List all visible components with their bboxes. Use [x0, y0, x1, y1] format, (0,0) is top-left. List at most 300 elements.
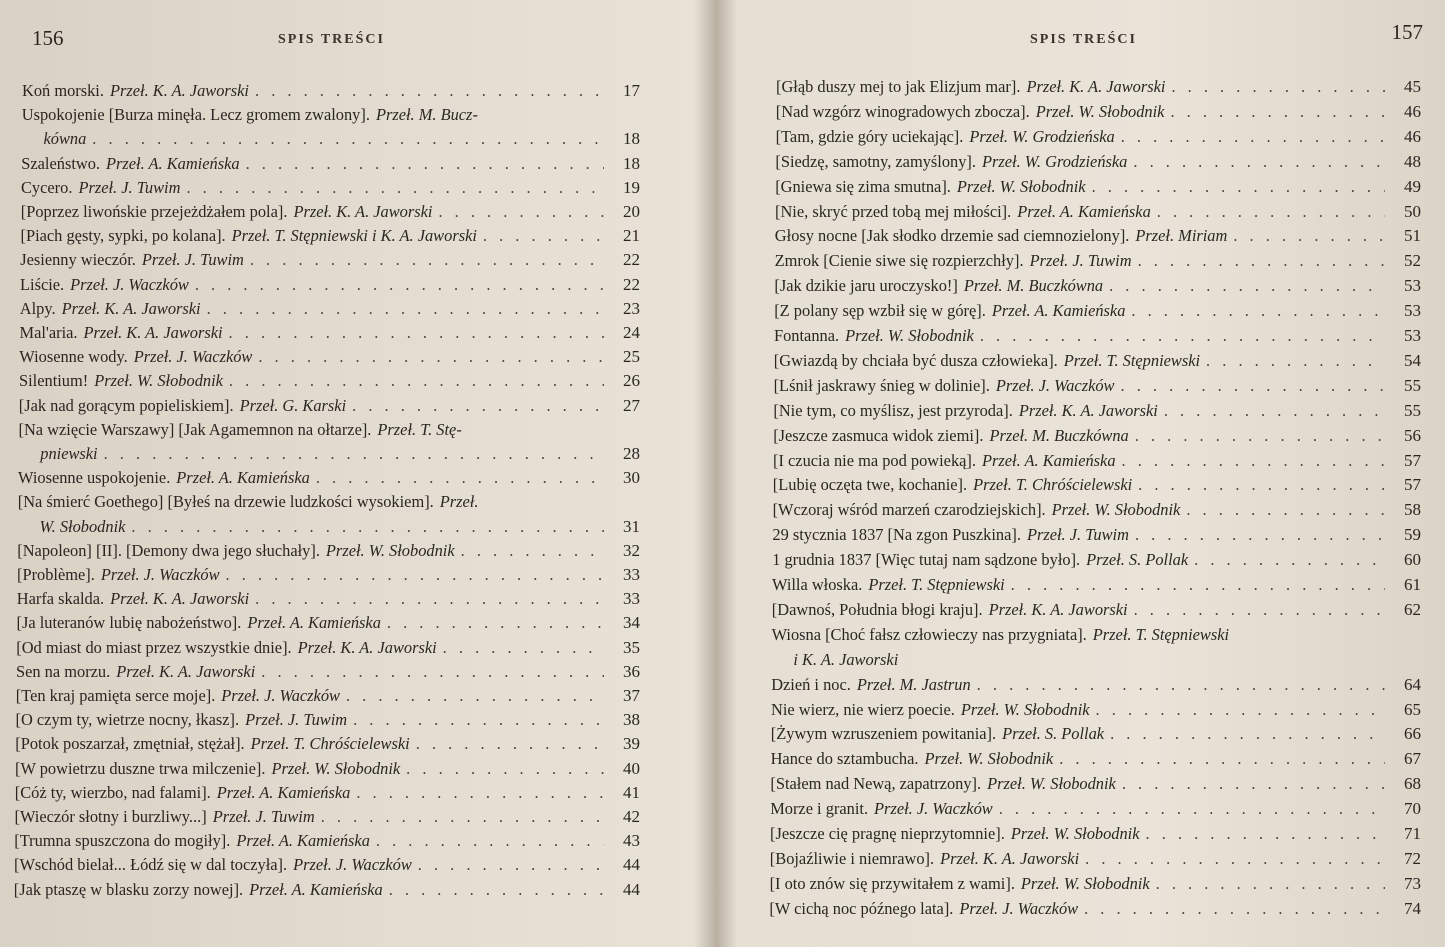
- entry-translator: Przeł. W. Grodzieńska: [969, 126, 1115, 146]
- toc-entry: [18, 491, 640, 513]
- entry-translator: Przeł. T. Stę-: [377, 419, 462, 439]
- entry-translator: Przeł. W. Słobodnik: [1051, 500, 1181, 520]
- entry-translator: Przeł. A. Kamieńska: [176, 468, 310, 488]
- entry-title: [Lśnił jaskrawy śnieg w dolinie].: [773, 375, 990, 395]
- entry-translator: Przeł. J. Waczków: [133, 347, 253, 367]
- dot-leader: [352, 395, 604, 417]
- entry-title: [Napoleon] [II]. [Demony dwa jego słuchały].: [17, 540, 320, 560]
- entry-page-number: 73: [1403, 873, 1421, 893]
- entry-page-number: 24: [623, 323, 640, 342]
- entry-translator: Przeł. M. Buczkówna: [963, 276, 1104, 296]
- toc-entry: [16, 685, 640, 707]
- entry-page-number: 59: [1403, 525, 1421, 545]
- entry-translator: Przeł. A. Kamieńska: [106, 153, 240, 173]
- toc-entry: [772, 574, 1421, 596]
- entry-page-number: 60: [1403, 550, 1421, 570]
- entry-translator: Przeł. W. Słobodnik: [845, 326, 974, 345]
- entry-page-number: 57: [1404, 450, 1421, 470]
- entry-translator: Przeł. J. Waczków: [959, 898, 1079, 918]
- entry-translator: Przeł. J. Tuwim: [1029, 251, 1132, 271]
- entry-translator: Przeł. W. Słobodnik: [1020, 873, 1150, 893]
- entry-translator: Przeł. J. Tuwim: [212, 807, 315, 826]
- dot-leader: [1146, 823, 1385, 845]
- entry-translator: Przeł. T. Stępniewski i K. A. Jaworski: [231, 226, 477, 246]
- entry-translator: Przeł. G. Karski: [239, 395, 347, 415]
- dot-leader: [1134, 599, 1385, 621]
- toc-entry: [773, 450, 1421, 472]
- entry-page-number: 48: [1403, 151, 1421, 171]
- dot-leader: [1171, 76, 1385, 98]
- toc-entry: [774, 300, 1421, 322]
- toc-entry: [773, 474, 1421, 496]
- entry-page-number: 67: [1403, 749, 1421, 769]
- entry-page-number: 51: [1403, 226, 1421, 246]
- dot-leader: [250, 249, 604, 271]
- toc-entry: [22, 104, 640, 126]
- entry-title: [Głąb duszy mej to jak Elizjum mar].: [776, 77, 1021, 96]
- entry-translator: pniewski: [40, 444, 98, 463]
- entry-page-number: 27: [623, 395, 640, 415]
- entry-page-number: 57: [1403, 475, 1421, 495]
- entry-title: Cycero.: [21, 177, 73, 197]
- page-number-right: 157: [1391, 20, 1423, 44]
- entry-translator: Przeł. Miriam: [1135, 226, 1228, 246]
- dot-leader: [1109, 275, 1385, 297]
- entry-title: [I czucia nie ma pod powieką].: [773, 450, 976, 470]
- entry-title: Alpy.: [19, 298, 56, 318]
- entry-title: Zmrok [Cienie siwe się rozpierzchły].: [774, 251, 1024, 271]
- toc-entry: [14, 879, 640, 901]
- toc-entry: [15, 758, 640, 780]
- entry-title: [Z polany sęp wzbił się w górę].: [774, 301, 986, 321]
- entry-title: [Nad wzgórz winogradowych zbocza].: [775, 101, 1030, 121]
- entry-title: [Dawnoś, Południa błogi kraju].: [771, 599, 983, 619]
- entry-translator: Przeł. M. Bucz-: [375, 105, 478, 125]
- dot-leader: [321, 806, 604, 828]
- entry-page-number: 38: [623, 710, 640, 730]
- entry-translator: Przeł. J. Tuwim: [78, 177, 181, 197]
- entry-title: Wiosna [Choć fałsz człowieczy nas przygniata].: [771, 624, 1087, 644]
- entry-page-number: 33: [623, 565, 640, 584]
- entry-title: [Siedzę, samotny, zamyślony].: [775, 151, 976, 171]
- entry-page-number: 55: [1403, 375, 1421, 395]
- entry-page-number: 44: [623, 855, 640, 875]
- entry-title: [Wschód bielał... Łódź się w dal toczyła].: [14, 855, 288, 875]
- toc-entry: [19, 346, 640, 368]
- entry-page-number: 41: [623, 782, 640, 802]
- dot-leader: [483, 225, 604, 247]
- entry-translator: Przeł. W. Słobodnik: [1035, 101, 1165, 121]
- dot-leader: [438, 201, 604, 223]
- entry-translator: kówna: [43, 129, 87, 149]
- entry-title: Hance do sztambucha.: [770, 749, 919, 769]
- dot-leader: [316, 467, 604, 489]
- dot-leader: [406, 758, 604, 780]
- toc-entry: [21, 225, 641, 247]
- entry-page-number: 31: [623, 516, 640, 536]
- toc-entry: [770, 848, 1421, 870]
- entry-title: [Lubię oczęta twe, kochanie].: [772, 475, 968, 495]
- entry-title: [Ja luteranów lubię nabożeństwo].: [16, 613, 242, 633]
- entry-page-number: 33: [623, 589, 640, 609]
- entry-translator: Przeł. A. Kamieńska: [249, 879, 383, 899]
- entry-translator: Przeł. T. Stępniewski: [1063, 350, 1201, 370]
- entry-title: [Cóż ty, wierzbo, nad falami].: [14, 782, 211, 802]
- toc-entry: [40, 443, 640, 465]
- entry-page-number: 53: [1403, 301, 1421, 321]
- dot-leader: [255, 588, 604, 610]
- dot-leader: [1131, 300, 1385, 322]
- entry-translator: Przeł. W. Słobodnik: [987, 774, 1116, 794]
- entry-title: [Ten kraj pamięta serce moje].: [15, 686, 216, 705]
- dot-leader: [418, 854, 604, 876]
- entry-page-number: 22: [623, 250, 640, 270]
- toc-entry: [20, 298, 640, 320]
- entry-page-number: 72: [1403, 848, 1421, 868]
- toc-entry: [776, 101, 1421, 123]
- dot-leader: [1135, 425, 1385, 447]
- entry-title: Dzień i noc.: [771, 674, 851, 694]
- entry-title: [Nie, skryć przed tobą mej miłości].: [775, 201, 1012, 221]
- entry-page-number: 25: [623, 347, 640, 367]
- toc-entry: [21, 177, 640, 199]
- toc-entry: [774, 325, 1421, 347]
- entry-page-number: 21: [623, 226, 640, 246]
- entry-page-number: 36: [623, 661, 640, 681]
- toc-entry: [17, 564, 640, 586]
- entry-translator: Przeł. K. A. Jaworski: [988, 599, 1128, 619]
- entry-title: [Poprzez liwońskie przejeżdżałem pola].: [20, 202, 288, 221]
- entry-translator: i K. A. Jaworski: [793, 649, 899, 669]
- toc-entry: [18, 467, 640, 489]
- toc-entry: [773, 499, 1421, 521]
- dot-leader: [1084, 898, 1385, 920]
- toc-entry: [16, 661, 640, 683]
- toc-entry: [770, 823, 1421, 845]
- toc-entry: [775, 250, 1421, 272]
- entry-page-number: 68: [1403, 774, 1421, 794]
- dot-leader: [416, 733, 604, 755]
- entry-page-number: 17: [623, 81, 640, 100]
- entry-translator: Przeł.: [439, 492, 479, 512]
- entry-translator: Przeł. J. Waczków: [100, 565, 220, 584]
- toc-entry: [771, 674, 1421, 696]
- entry-translator: Przeł. W. Słobodnik: [924, 749, 1054, 769]
- toc-entry: [774, 350, 1421, 372]
- dot-leader: [1059, 748, 1385, 770]
- toc-entry: [17, 588, 640, 610]
- dot-leader: [387, 612, 604, 634]
- dot-leader: [131, 516, 604, 538]
- toc-entry: [19, 419, 641, 441]
- entry-page-number: 53: [1403, 276, 1421, 296]
- dot-leader: [1092, 176, 1385, 198]
- entry-translator: Przeł. W. Słobodnik: [956, 176, 1086, 196]
- toc-entry: [775, 225, 1421, 247]
- toc-entry: [20, 274, 640, 296]
- running-head-left: SPIS TREŚCI: [278, 32, 385, 47]
- entry-page-number: 52: [1403, 251, 1421, 271]
- toc-entry: [16, 709, 641, 731]
- entry-page-number: 62: [1403, 599, 1421, 619]
- entry-translator: Przeł. K. A. Jaworski: [1018, 400, 1158, 420]
- entry-translator: Przeł. J. Waczków: [70, 274, 189, 294]
- entry-translator: Przeł. W. Grodzieńska: [981, 151, 1128, 171]
- entry-translator: Przeł. A. Kamieńska: [1017, 201, 1151, 221]
- entry-page-number: 23: [623, 298, 640, 318]
- entry-translator: Przeł. J. Tuwim: [1026, 525, 1129, 545]
- entry-translator: Przeł. M. Jastrun: [856, 674, 971, 694]
- toc-entry: [40, 516, 641, 538]
- entry-translator: Przeł. M. Buczkówna: [989, 425, 1129, 445]
- dot-leader: [104, 443, 604, 465]
- entry-translator: Przeł. K. A. Jaworski: [83, 323, 223, 342]
- entry-title: Silentium!: [19, 371, 89, 391]
- entry-translator: Przeł. T. Chróścielewski: [250, 734, 410, 754]
- entry-title: 29 stycznia 1837 [Na zgon Puszkina].: [772, 525, 1021, 545]
- entry-title: Wiosenne wody.: [19, 347, 128, 367]
- dot-leader: [461, 540, 604, 562]
- entry-title: Szaleństwo.: [21, 153, 101, 173]
- entry-page-number: 19: [623, 177, 640, 197]
- entry-translator: Przeł. J. Waczków: [221, 686, 340, 705]
- entry-title: [I oto znów się przywitałem z wami].: [769, 873, 1015, 893]
- entry-translator: Przeł. A. Kamieńska: [247, 613, 381, 633]
- entry-page-number: 26: [623, 371, 640, 391]
- entry-title: Uspokojenie [Burza minęła. Lecz gromem zwalony].: [21, 105, 370, 125]
- entry-page-number: 18: [623, 129, 640, 149]
- entry-title: [Od miast do miast przez wszystkie dnie].: [16, 637, 292, 657]
- entry-page-number: 22: [623, 274, 640, 294]
- entry-page-number: 35: [623, 637, 640, 657]
- entry-translator: Przeł. A. Kamieńska: [216, 782, 351, 802]
- dot-leader: [353, 709, 604, 731]
- toc-entry: [771, 748, 1421, 770]
- entry-title: [Potok poszarzał, zmętniał, stężał].: [15, 734, 245, 754]
- toc-entry: [793, 649, 1421, 671]
- entry-translator: Przeł. K. A. Jaworski: [61, 298, 201, 318]
- entry-page-number: 40: [623, 758, 640, 778]
- dot-leader: [346, 685, 604, 707]
- running-head-right: SPIS TREŚCI: [1030, 32, 1137, 47]
- toc-entry: [775, 176, 1421, 198]
- toc-entry: [20, 249, 640, 271]
- page-number-left: 156: [32, 26, 64, 50]
- entry-translator: Przeł. W. Słobodnik: [271, 758, 401, 778]
- entry-title: [Gniewa się zima smutna].: [775, 176, 951, 196]
- dot-leader: [977, 674, 1385, 696]
- dot-leader: [229, 370, 604, 392]
- toc-entry: [772, 624, 1421, 646]
- dot-leader: [1186, 499, 1385, 521]
- entry-page-number: 56: [1403, 425, 1421, 445]
- toc-entry: [774, 375, 1421, 397]
- entry-page-number: 20: [623, 202, 640, 221]
- entry-translator: Przeł. K. A. Jaworski: [110, 589, 250, 609]
- toc-entry: [15, 733, 640, 755]
- toc-entry: [773, 425, 1421, 447]
- entry-translator: Przeł. K. A. Jaworski: [109, 81, 249, 100]
- entry-page-number: 44: [623, 879, 640, 899]
- entry-translator: Przeł. T. Stępniewski: [868, 575, 1005, 594]
- dot-leader: [92, 128, 604, 150]
- entry-page-number: 54: [1403, 350, 1421, 370]
- entry-title: [Jeszcze cię pragnę nieprzytomnie].: [770, 824, 1005, 843]
- toc-entry: [775, 151, 1421, 173]
- entry-page-number: 53: [1404, 326, 1421, 345]
- toc-entry: [44, 128, 641, 150]
- entry-page-number: 61: [1404, 575, 1421, 594]
- dot-leader: [255, 80, 604, 102]
- dot-leader: [1121, 126, 1385, 148]
- dot-leader: [195, 274, 604, 296]
- entry-title: [Gwiazdą by chciała być dusza człowieka].: [773, 350, 1058, 370]
- entry-translator: Przeł. K. A. Jaworski: [116, 661, 256, 681]
- toc-entry: [775, 201, 1421, 223]
- entry-title: Fontanna.: [774, 326, 840, 345]
- toc-entry: [776, 76, 1421, 98]
- toc-entry: [16, 637, 640, 659]
- dot-leader: [1085, 848, 1385, 870]
- dot-leader: [1170, 101, 1385, 123]
- toc-entry: [776, 126, 1421, 148]
- entry-translator: Przeł. J. Waczków: [293, 855, 412, 875]
- entry-page-number: 42: [623, 807, 640, 826]
- toc-entry: [15, 782, 640, 804]
- entry-page-number: 39: [623, 734, 640, 754]
- entry-page-number: 65: [1404, 699, 1421, 719]
- toc-entry: [772, 524, 1421, 546]
- dot-leader: [246, 153, 604, 175]
- entry-title: 1 grudnia 1837 [Więc tutaj nam sądzone było].: [772, 550, 1081, 570]
- toc-entry: [773, 400, 1421, 422]
- dot-leader: [1138, 474, 1385, 496]
- entry-translator: Przeł. K. A. Jaworski: [940, 848, 1080, 868]
- dot-leader: [229, 322, 604, 344]
- entry-title: [Jak ptaszę w blasku zorzy nowej].: [13, 879, 244, 899]
- toc-entry: [770, 873, 1421, 895]
- dot-leader: [999, 798, 1385, 820]
- entry-title: [Trumna spuszczona do mogiły].: [14, 831, 231, 851]
- dot-leader: [226, 564, 604, 586]
- dot-leader: [1233, 225, 1385, 247]
- entry-title: [Problème].: [17, 565, 95, 584]
- entry-title: Jesienny wieczór.: [20, 250, 136, 270]
- dot-leader: [261, 661, 604, 683]
- entry-page-number: 43: [623, 831, 640, 851]
- toc-entry: [769, 898, 1421, 920]
- entry-page-number: 32: [623, 540, 640, 560]
- toc-entry: [19, 395, 640, 417]
- entry-page-number: 55: [1403, 400, 1421, 420]
- entry-title: Liście.: [20, 274, 65, 294]
- entry-translator: Przeł. T. Chróścielewski: [973, 475, 1133, 495]
- toc-entry: [771, 699, 1421, 721]
- entry-translator: Przeł. W. Słobodnik: [325, 540, 455, 560]
- entry-translator: Przeł. T. Stępniewski: [1092, 624, 1230, 644]
- entry-page-number: 18: [623, 153, 640, 173]
- toc-entry: [15, 806, 641, 828]
- dot-leader: [1011, 574, 1385, 596]
- entry-page-number: 50: [1404, 201, 1421, 221]
- entry-translator: Przeł. J. Waczków: [995, 375, 1115, 395]
- entry-title: Koń morski.: [22, 81, 104, 100]
- dot-leader: [186, 177, 604, 199]
- entry-translator: Przeł. W. Słobodnik: [1010, 824, 1140, 843]
- dot-leader: [1157, 201, 1385, 223]
- entry-translator: Przeł. W. Słobodnik: [94, 371, 223, 391]
- entry-translator: W. Słobodnik: [39, 516, 126, 536]
- entry-page-number: 34: [623, 613, 640, 633]
- entry-page-number: 49: [1403, 176, 1421, 196]
- entry-title: [W cichą noc późnego lata].: [769, 898, 954, 918]
- entry-title: [O czym ty, wietrze nocny, łkasz].: [15, 710, 240, 730]
- entry-title: Sen na morzu.: [16, 661, 111, 681]
- entry-translator: Przeł. J. Tuwim: [245, 710, 348, 730]
- entry-translator: Przeł. S. Pollak: [1086, 550, 1189, 570]
- dot-leader: [1206, 350, 1385, 372]
- entry-translator: Przeł. A. Kamieńska: [991, 301, 1126, 321]
- entry-title: Głosy nocne [Jak słodko drzemie sad ciemnozielony].: [774, 226, 1130, 246]
- entry-title: [Jak dzikie jaru uroczysko!]: [774, 276, 958, 296]
- toc-entry: [21, 201, 640, 223]
- dot-leader: [356, 782, 604, 804]
- dot-leader: [1096, 699, 1385, 721]
- toc-entry: [17, 540, 640, 562]
- entry-title: Mal'aria.: [19, 323, 78, 342]
- left-page: [0, 0, 714, 947]
- entry-page-number: 71: [1404, 824, 1421, 843]
- entry-title: [Wczoraj wśród marzeń czarodziejskich].: [772, 500, 1046, 520]
- dot-leader: [258, 346, 604, 368]
- entry-translator: Przeł. A. Kamieńska: [236, 831, 370, 851]
- entry-title: [Jak nad gorącym popieliskiem].: [18, 395, 234, 415]
- entry-page-number: 58: [1403, 500, 1421, 520]
- entry-page-number: 66: [1403, 724, 1421, 744]
- dot-leader: [1110, 723, 1385, 745]
- dot-leader: [443, 637, 604, 659]
- entry-title: Willa włoska.: [772, 575, 863, 594]
- dot-leader: [1135, 524, 1385, 546]
- toc-entry: [774, 275, 1421, 297]
- dot-leader: [1133, 151, 1385, 173]
- toc-entry: [770, 798, 1421, 820]
- entry-page-number: 46: [1403, 126, 1421, 146]
- entry-page-number: 64: [1403, 674, 1421, 694]
- entry-translator: Przeł. W. Słobodnik: [960, 699, 1090, 719]
- entry-title: [Bojaźliwie i niemrawo].: [769, 848, 935, 868]
- entry-title: [Na wzięcie Warszawy] [Jak Agamemnon na ołtarze].: [18, 419, 372, 439]
- dot-leader: [1122, 773, 1385, 795]
- toc-entry: [20, 322, 641, 344]
- dot-leader: [1194, 549, 1385, 571]
- entry-title: [Stałem nad Newą, zapatrzony].: [770, 774, 982, 794]
- dot-leader: [1156, 873, 1385, 895]
- dot-leader: [207, 298, 604, 320]
- entry-page-number: 70: [1403, 799, 1421, 819]
- dot-leader: [1122, 450, 1385, 472]
- dot-leader: [980, 325, 1385, 347]
- entry-title: Wiosenne uspokojenie.: [18, 468, 171, 488]
- entry-title: [W powietrzu duszne trwa milczenie].: [15, 758, 266, 778]
- toc-entry: [14, 854, 640, 876]
- entry-page-number: 28: [623, 444, 640, 463]
- toc-entry: [17, 612, 641, 634]
- entry-title: [Jeszcze zasmuca widok ziemi].: [773, 425, 984, 445]
- toc-entry: [19, 370, 640, 392]
- entry-title: [Piach gęsty, sypki, po kolana].: [20, 226, 226, 246]
- toc-entry: [22, 80, 640, 102]
